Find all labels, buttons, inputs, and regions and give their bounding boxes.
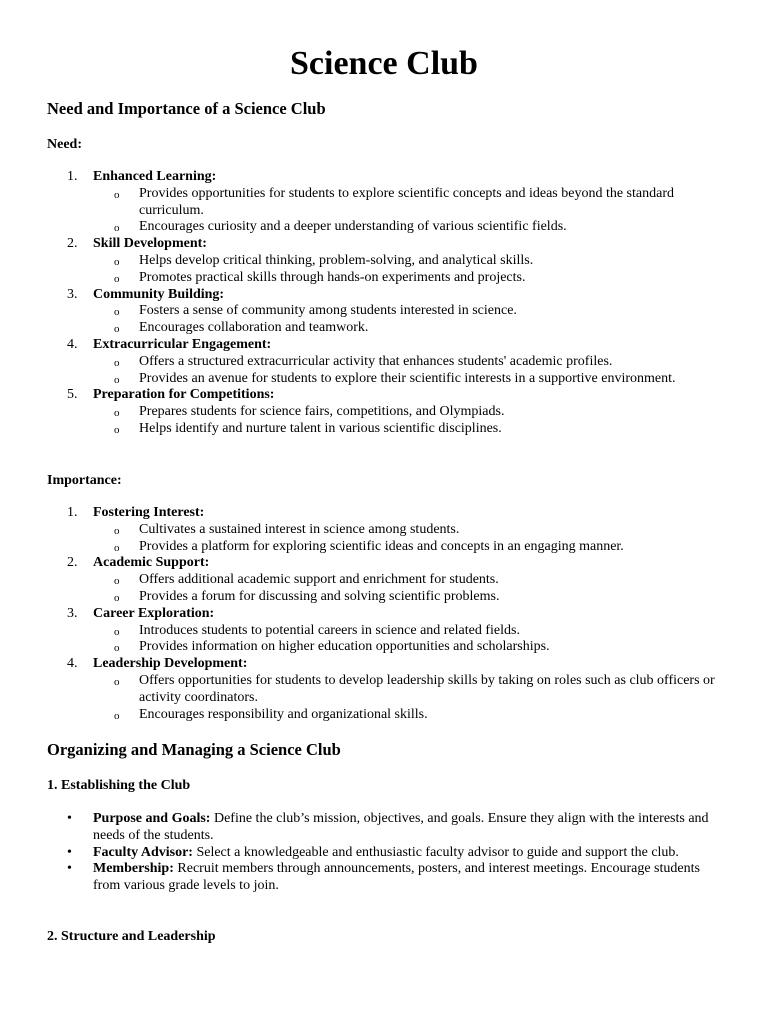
sub-point [114,320,727,337]
circle-bullet-icon: o [114,373,120,386]
circle-bullet-icon: o [114,591,120,604]
sub-point [114,588,727,606]
sub-point [114,572,727,589]
sub-point-text: Encourages curiosity and a deeper understanding of various scientific fields. [139,219,567,235]
establishing-bullet-list [47,811,727,895]
sub-point-text: Encourages responsibility and organizational skills. [139,706,428,722]
need-item [47,169,727,186]
item-number: 4. [67,336,78,352]
sub-point [114,303,727,320]
importance-item [47,606,727,623]
sub-point [114,353,727,371]
item-number: 1. [67,505,78,520]
item-title: Skill Development: [93,236,207,252]
subheading-establishing: 1. Establishing the Club [47,778,191,793]
importance-label: Importance: [47,473,122,488]
circle-bullet-icon: o [114,625,120,638]
circle-bullet-icon: o [114,524,120,537]
sub-point-text: Provides a forum for discussing and solving scientific problems. [139,588,500,604]
sub-point-text: Prepares students for science fairs, competitions, and Olympiads. [139,404,505,420]
sub-point [114,269,727,287]
circle-bullet-icon: o [114,188,120,201]
sub-point-text: Provides an avenue for students to explore their scientific interests in a supportive environment. [139,370,676,386]
item-number: 3. [67,286,78,302]
circle-bullet-icon: o [114,407,120,420]
bullet-text: Define the club’s mission, objectives, and goals. Ensure they align with the interests and needs of the students. [93,811,709,843]
bullet-text: Recruit members through announcements, posters, and interest meetings. Encourage students from various grade levels to join. [93,861,700,894]
circle-bullet-icon: o [114,306,120,319]
sub-point [114,639,727,656]
sub-point [114,219,727,236]
sub-point-text: Provides opportunities for students to explore scientific concepts and ideas beyond the standard curriculum. [139,185,674,218]
item-title: Fostering Interest: [93,505,205,520]
bullet-label: Membership: [93,861,174,877]
need-item [47,236,727,253]
sub-point-text: Offers a structured extracurricular activity that enhances students' academic profiles. [139,353,613,369]
sub-point-text: Offers opportunities for students to develop leadership skills by taking on roles such as club officers or activity coordinators. [139,672,715,705]
bullet-icon: • [67,861,72,877]
item-number: 2. [67,236,78,252]
document-title: Science Club [290,45,478,82]
item-number: 4. [67,656,78,672]
sub-point-text: Introduces students to potential careers in science and related fields. [139,622,520,638]
section-heading-need-importance: Need and Importance of a Science Club [47,99,326,118]
item-title: Extracurricular Engagement: [93,336,272,352]
bullet-label: Purpose and Goals: [93,811,211,826]
subheading-structure: 2. Structure and Leadership [47,929,216,944]
bullet-label: Faculty Advisor: [93,844,193,860]
importance-item [47,656,727,673]
importance-list [47,505,727,723]
item-title: Leadership Development: [93,656,248,672]
bullet-icon: • [67,811,72,826]
sub-point-text: Promotes practical skills through hands-on experiments and projects. [139,269,526,285]
need-label: Need: [47,137,82,152]
importance-item [47,505,727,522]
circle-bullet-icon: o [114,323,120,336]
circle-bullet-icon: o [114,675,120,688]
sub-point-text: Offers additional academic support and enrichment for students. [139,572,499,588]
sub-point-text: Provides a platform for exploring scientific ideas and concepts in an engaging manner. [139,538,624,554]
item-title: Enhanced Learning: [93,169,217,184]
item-title: Community Building: [93,286,225,302]
bullet-text: Select a knowledgeable and enthusiastic faculty advisor to guide and support the club. [192,844,679,860]
item-title: Career Exploration: [93,605,215,621]
item-number: 2. [67,555,78,571]
sub-point [114,185,727,220]
sub-point [114,370,684,388]
sub-point [114,706,727,724]
item-number: 5. [67,387,78,403]
bullet-item [47,861,727,895]
circle-bullet-icon: o [114,222,120,235]
circle-bullet-icon: o [114,423,120,436]
bullet-item [47,845,727,862]
section-heading-organizing: Organizing and Managing a Science Club [47,740,341,759]
need-list [47,169,727,438]
item-number: 3. [67,605,78,621]
circle-bullet-icon: o [114,709,120,722]
sub-point-text: Provides information on higher education opportunities and scholarships. [139,639,550,655]
sub-point-text: Helps identify and nurture talent in various scientific disciplines. [139,420,502,436]
need-item [47,387,727,404]
need-item [47,337,727,354]
importance-item [47,555,727,572]
sub-point [114,672,719,707]
sub-point [114,420,727,438]
sub-point-text: Encourages collaboration and teamwork. [139,320,369,336]
circle-bullet-icon: o [114,272,120,285]
sub-point [114,521,727,539]
circle-bullet-icon: o [114,356,120,369]
item-number: 1. [67,169,78,184]
item-title: Academic Support: [93,555,210,571]
circle-bullet-icon: o [114,575,120,588]
sub-point [114,252,727,270]
sub-point-text: Cultivates a sustained interest in science among students. [139,521,460,537]
sub-point [114,622,727,640]
bullet-icon: • [67,844,72,860]
circle-bullet-icon: o [114,255,120,268]
need-item [47,287,727,304]
item-title: Preparation for Competitions: [93,387,275,403]
sub-point-text: Helps develop critical thinking, problem-solving, and analytical skills. [139,252,534,268]
circle-bullet-icon: o [114,541,120,554]
sub-point [114,538,727,556]
sub-point [114,404,727,421]
sub-point-text: Fosters a sense of community among students interested in science. [139,303,517,319]
circle-bullet-icon: o [114,642,120,655]
bullet-item [47,811,727,845]
